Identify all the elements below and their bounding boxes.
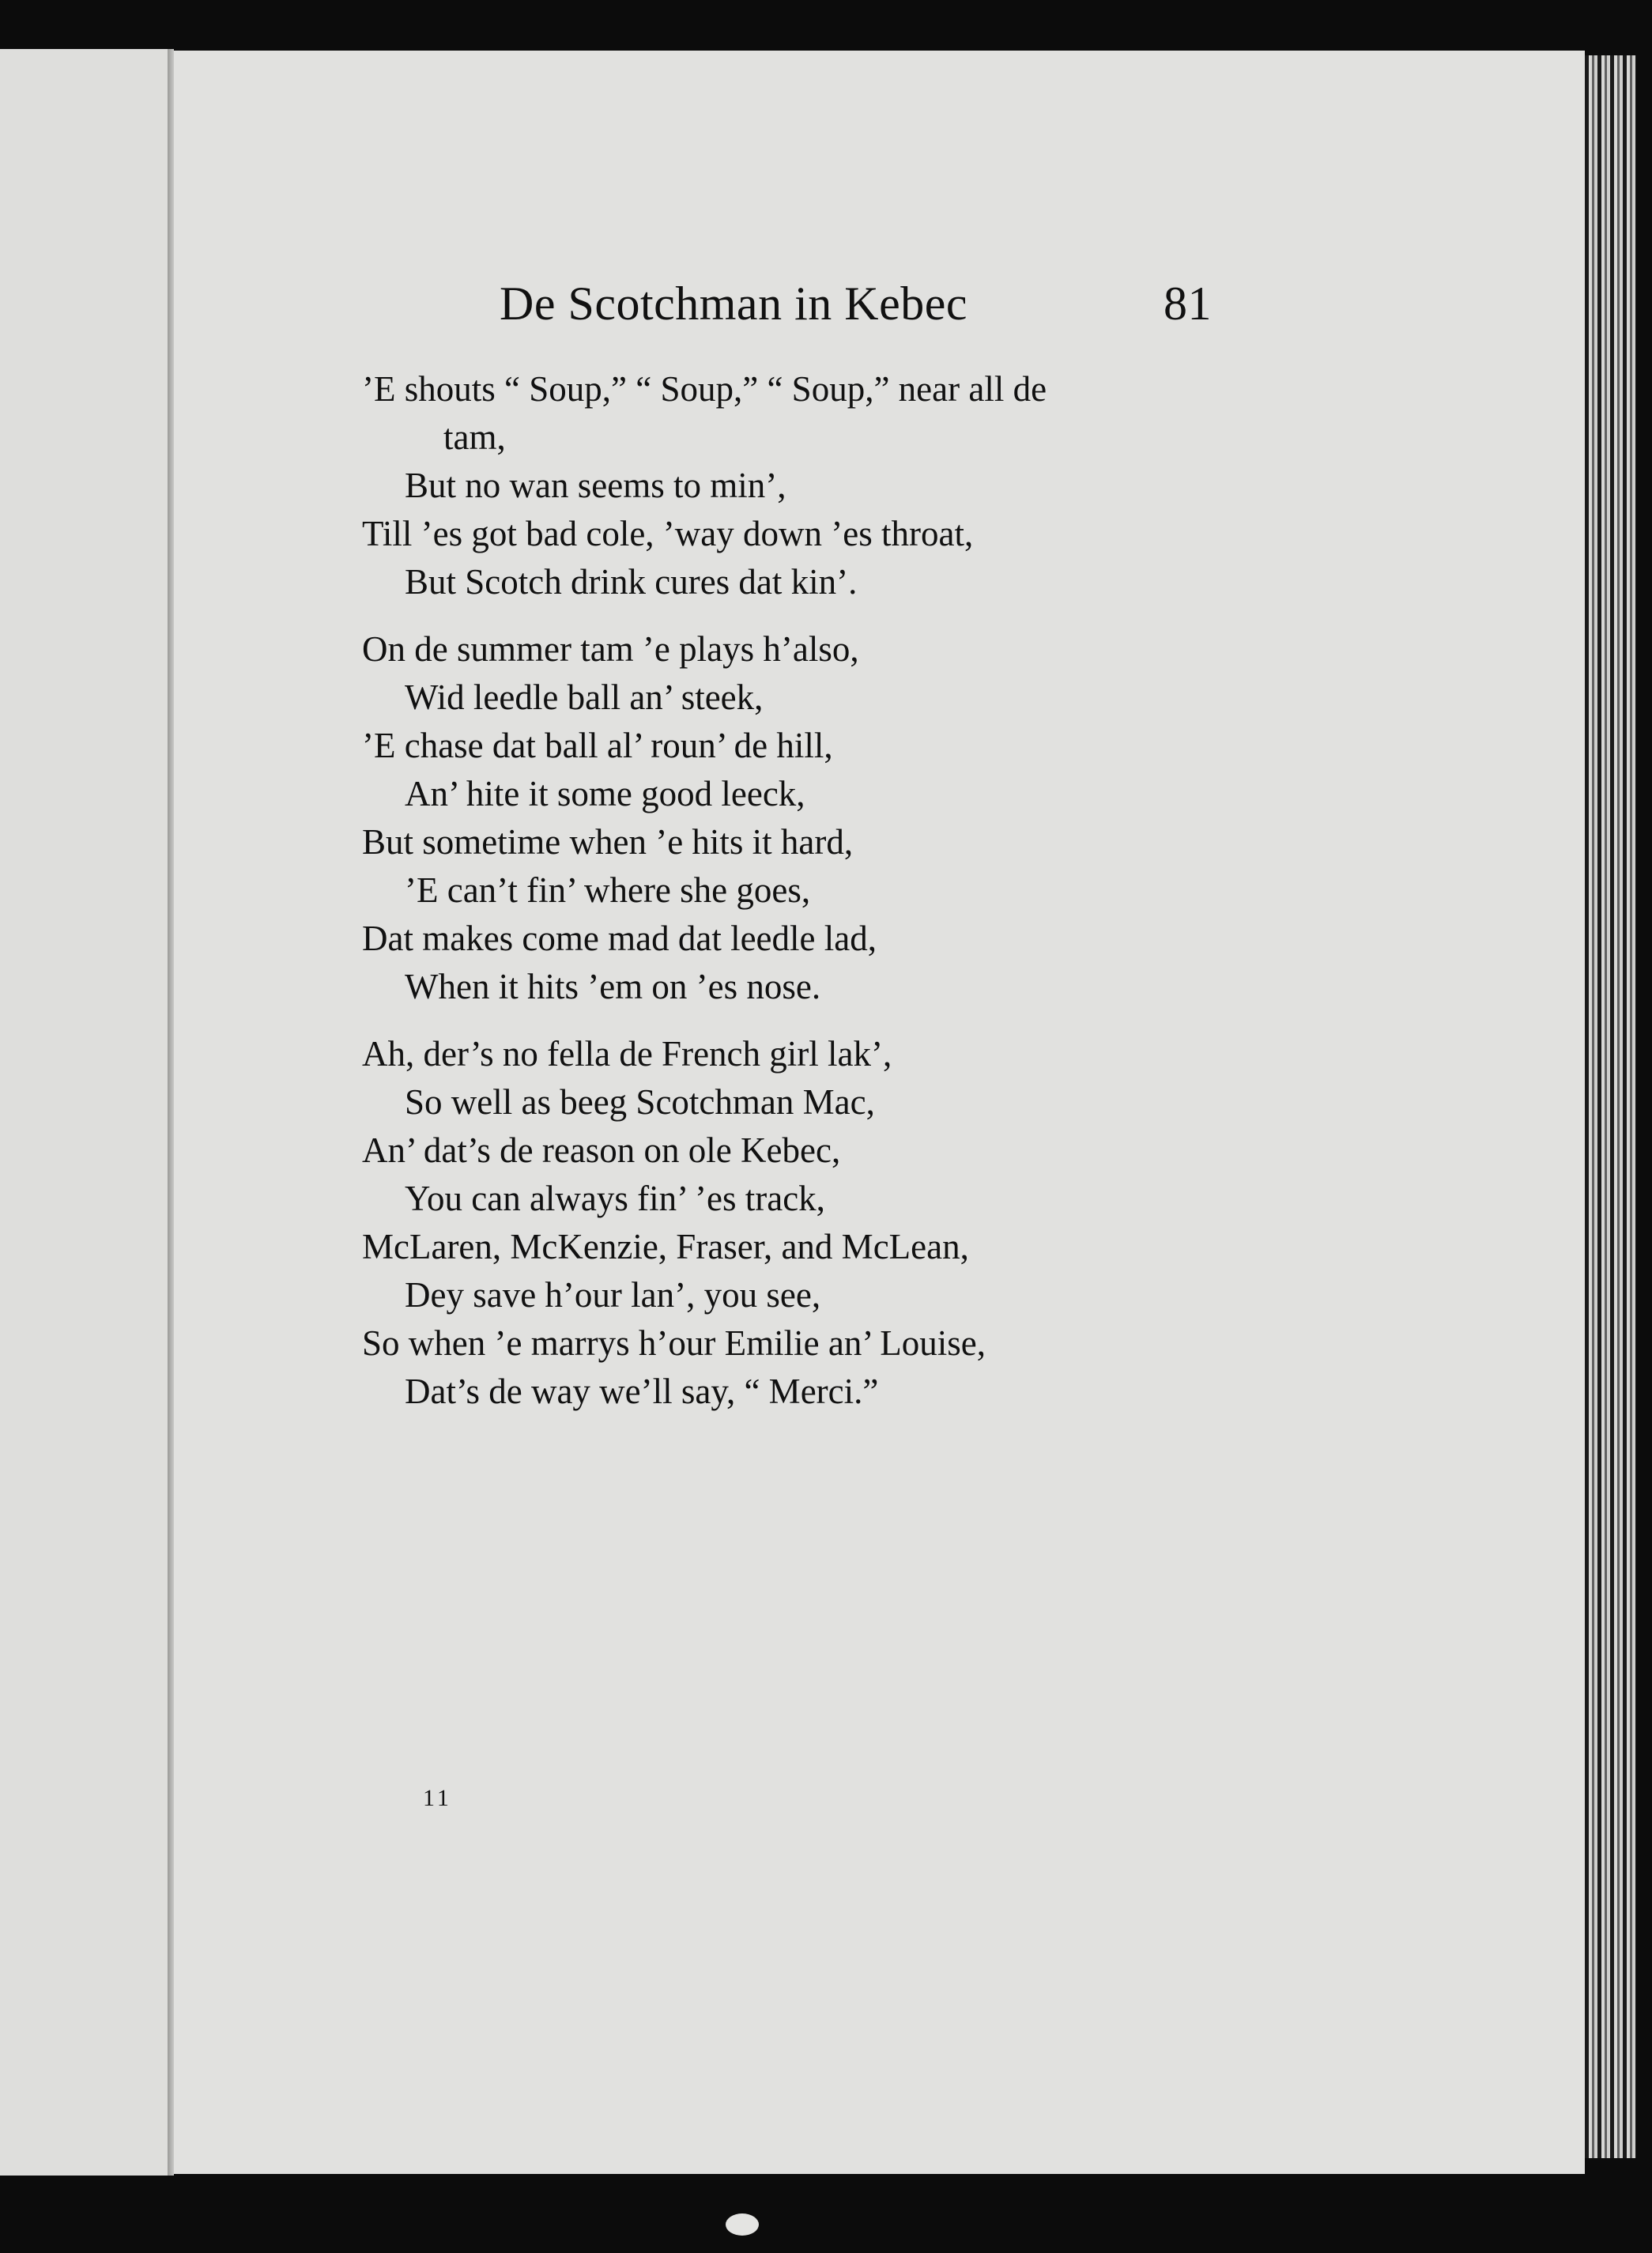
- signature-mark: 11: [423, 1785, 452, 1811]
- verse-line: But no wan seems to min’,: [405, 466, 786, 505]
- verse-line: When it hits ’em on ’es nose.: [405, 967, 821, 1006]
- facing-page: [0, 49, 168, 2176]
- poem-body: [362, 365, 1279, 1435]
- book-gutter: [168, 49, 174, 2176]
- verse-line: An’ dat’s de reason on ole Kebec,: [362, 1130, 841, 1170]
- paper-smudge: [726, 2213, 759, 2236]
- verse-line: Till ’es got bad cole, ’way down ’es throat,: [362, 514, 974, 553]
- verse-line: So when ’e marrys h’our Emilie an’ Louise,: [362, 1323, 986, 1363]
- running-title: De Scotchman in Kebec: [500, 277, 967, 330]
- page-edges: [1585, 55, 1636, 2158]
- verse-line: On de summer tam ’e plays h’also,: [362, 629, 859, 669]
- verse-line: But Scotch drink cures dat kin’.: [405, 562, 858, 602]
- verse-line: An’ hite it some good leeck,: [405, 774, 805, 813]
- verse-line: ’E chase dat ball al’ roun’ de hill,: [362, 726, 833, 765]
- verse-line: ’E can’t fin’ where she goes,: [405, 870, 811, 910]
- page-number: 81: [1164, 277, 1212, 330]
- verse-line: But sometime when ’e hits it hard,: [362, 822, 854, 862]
- verse-line: Dey save h’our lan’, you see,: [405, 1275, 821, 1315]
- verse-line: So well as beeg Scotchman Mac,: [405, 1082, 875, 1122]
- verse-line: Ah, der’s no fella de French girl lak’,: [362, 1034, 892, 1074]
- stanza: [362, 1030, 1279, 1416]
- verse-line: You can always fin’ ’es track,: [405, 1179, 825, 1218]
- stanza: [362, 365, 1279, 606]
- verse-line: Wid leedle ball an’ steek,: [405, 677, 764, 717]
- verse-line: Dat’s de way we’ll say, “ Merci.”: [405, 1372, 879, 1411]
- verse-line: tam,: [443, 417, 506, 457]
- verse-line: ’E shouts “ Soup,” “ Soup,” “ Soup,” near all de: [362, 369, 1047, 409]
- verse-line: Dat makes come mad dat leedle lad,: [362, 919, 877, 958]
- stanza: [362, 625, 1279, 1011]
- verse-line: McLaren, McKenzie, Fraser, and McLean,: [362, 1227, 969, 1266]
